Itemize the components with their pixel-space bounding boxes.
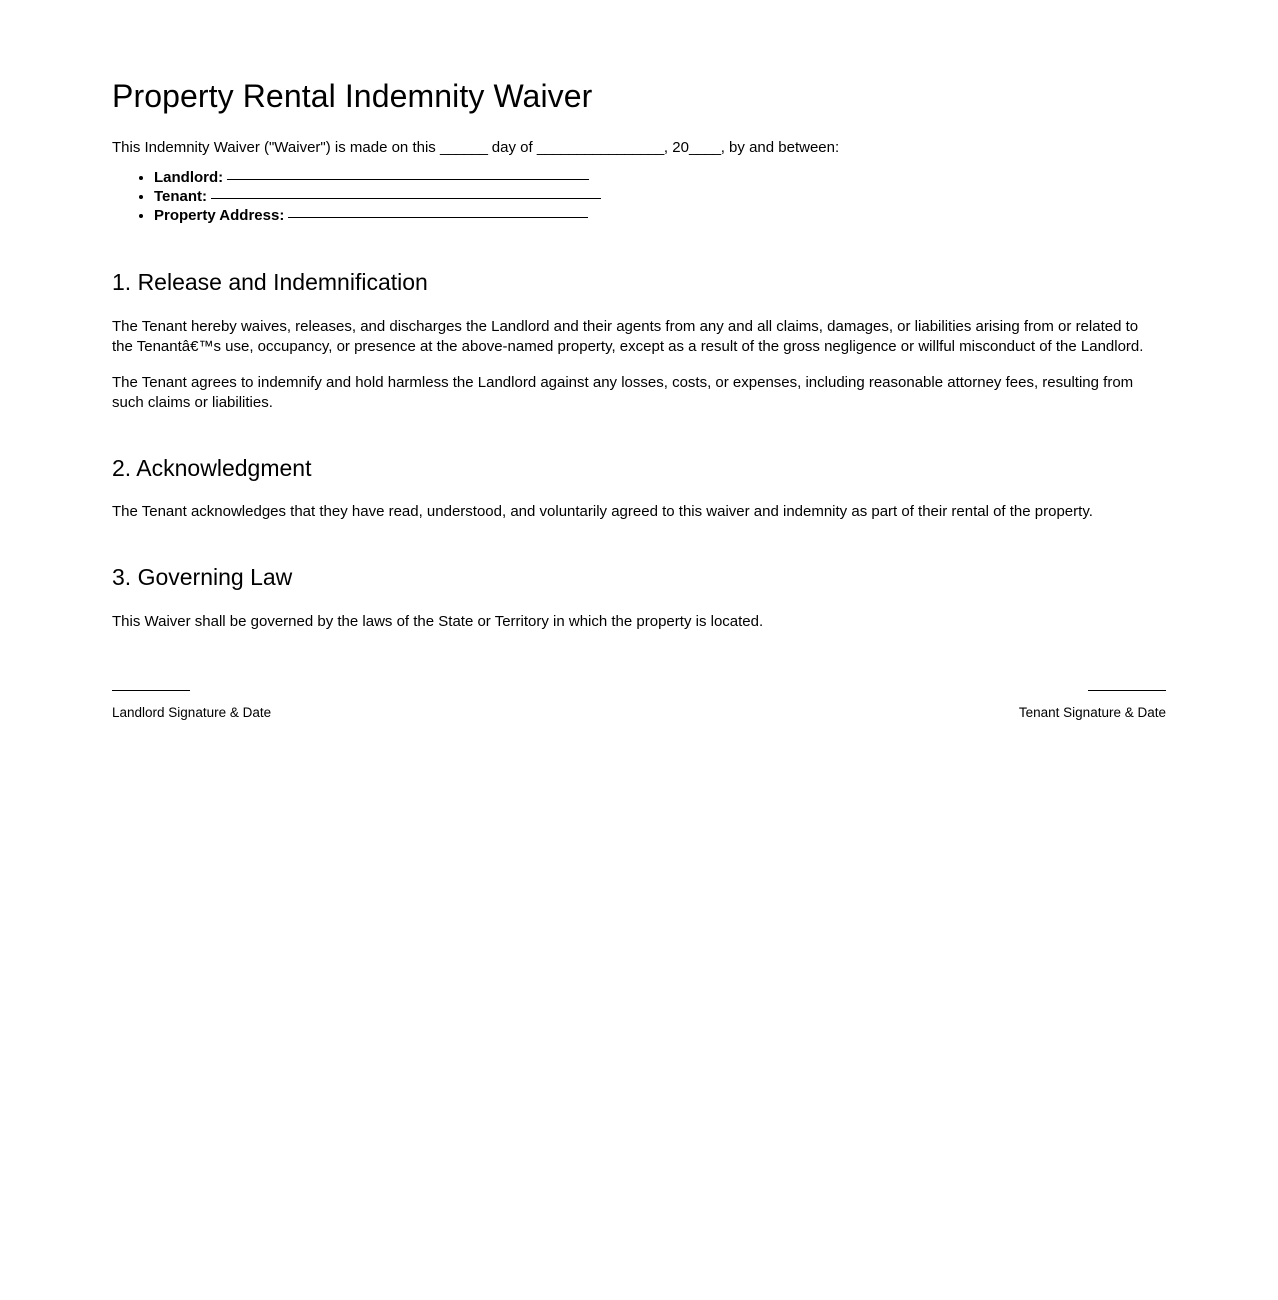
tenant-input-line[interactable] <box>211 187 601 199</box>
section-2-paragraph-1: The Tenant acknowledges that they have read, understood, and voluntarily agreed to this waiver and indemnity as part of their rental of the property. <box>112 503 1093 521</box>
tenant-signature-caption: Tenant Signature & Date <box>1018 705 1166 720</box>
intro-text-year-prefix: , 20 <box>663 138 689 156</box>
signature-block <box>112 690 1166 721</box>
section-heading-release-and-indemnification: 1. Release and Indemnification <box>112 269 428 296</box>
section-1-paragraph-2: The Tenant agrees to indemnify and hold harmless the Landlord against any losses, costs, or expenses, including reasonable attorney fees, resulting from such claims or liabilities. <box>112 373 1134 411</box>
section-3-paragraph-1: This Waiver shall be governed by the laws of the State or Territory in which the property is located. <box>112 612 764 630</box>
property-address-input-line[interactable] <box>288 206 588 218</box>
section-heading-governing-law: 3. Governing Law <box>112 564 293 591</box>
landlord-label: Landlord: <box>154 168 224 186</box>
year-blank[interactable]: ____ <box>688 138 721 156</box>
intro-paragraph <box>112 138 1166 158</box>
tenant-signature-line[interactable] <box>1088 690 1166 691</box>
intro-text-tail: , by and between: <box>720 138 840 156</box>
landlord-signature-caption: Landlord Signature & Date <box>112 705 272 720</box>
tenant-label: Tenant: <box>154 187 208 205</box>
list-item-tenant <box>154 187 1166 206</box>
month-blank[interactable]: ________________ <box>536 138 664 156</box>
landlord-signature-group <box>112 690 271 721</box>
list-item-property-address <box>154 206 1166 225</box>
intro-text-day-of: day of <box>487 138 537 156</box>
day-blank[interactable]: ______ <box>439 138 488 156</box>
document-body <box>112 78 1166 632</box>
section-1-paragraph-1: The Tenant hereby waives, releases, and discharges the Landlord and their agents from any and all claims, damages, or liabilities arising from or related to the Tenantâ€™s use, occupancy, or presence at the above-named property, except as a result of the gross negligence or willful misconduct of the Landlord. <box>112 318 1144 355</box>
intro-text-before-day: This Indemnity Waiver ("Waiver") is made on this <box>112 138 440 156</box>
party-list <box>112 168 1166 226</box>
section-heading-acknowledgment: 2. Acknowledgment <box>112 454 312 481</box>
landlord-input-line[interactable] <box>227 168 589 180</box>
tenant-signature-group <box>1019 690 1166 721</box>
list-item-landlord <box>154 168 1166 187</box>
landlord-signature-line[interactable] <box>112 690 190 691</box>
page-title: Property Rental Indemnity Waiver <box>112 78 593 114</box>
property-address-label: Property Address: <box>154 207 285 225</box>
